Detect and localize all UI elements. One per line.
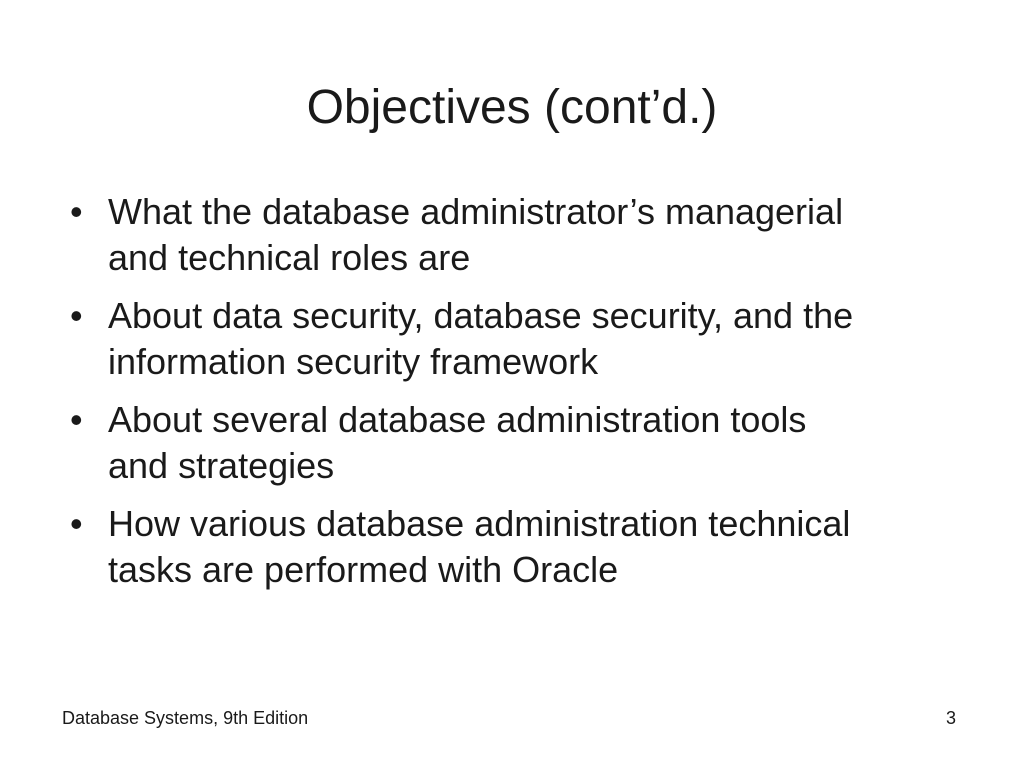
bullet-item [70,501,970,593]
bullet-line: information security framework [108,341,599,382]
bullet-line: About data security, database security, and the [108,295,854,336]
bullet-dot: • [70,191,83,232]
bullet-item [70,397,970,489]
bullet-item [70,293,970,385]
bullet-dot: • [70,503,83,544]
bullet-dot: • [70,295,83,336]
bullet-line: About several database administration tools [108,399,807,440]
footer-book-title: Database Systems, 9th Edition [62,708,309,728]
bullet-dot: • [70,399,83,440]
slide-title: Objectives (cont’d.) [306,81,718,134]
bullet-item [70,189,970,281]
bullet-line: What the database administrator’s managerial [108,191,844,232]
bullet-line: How various database administration technical [108,503,851,544]
bullet-line: tasks are performed with Oracle [108,549,619,590]
bullet-list [70,189,970,605]
bullet-line: and technical roles are [108,237,471,278]
footer-page-number: 3 [945,708,956,728]
bullet-line: and strategies [108,445,335,486]
